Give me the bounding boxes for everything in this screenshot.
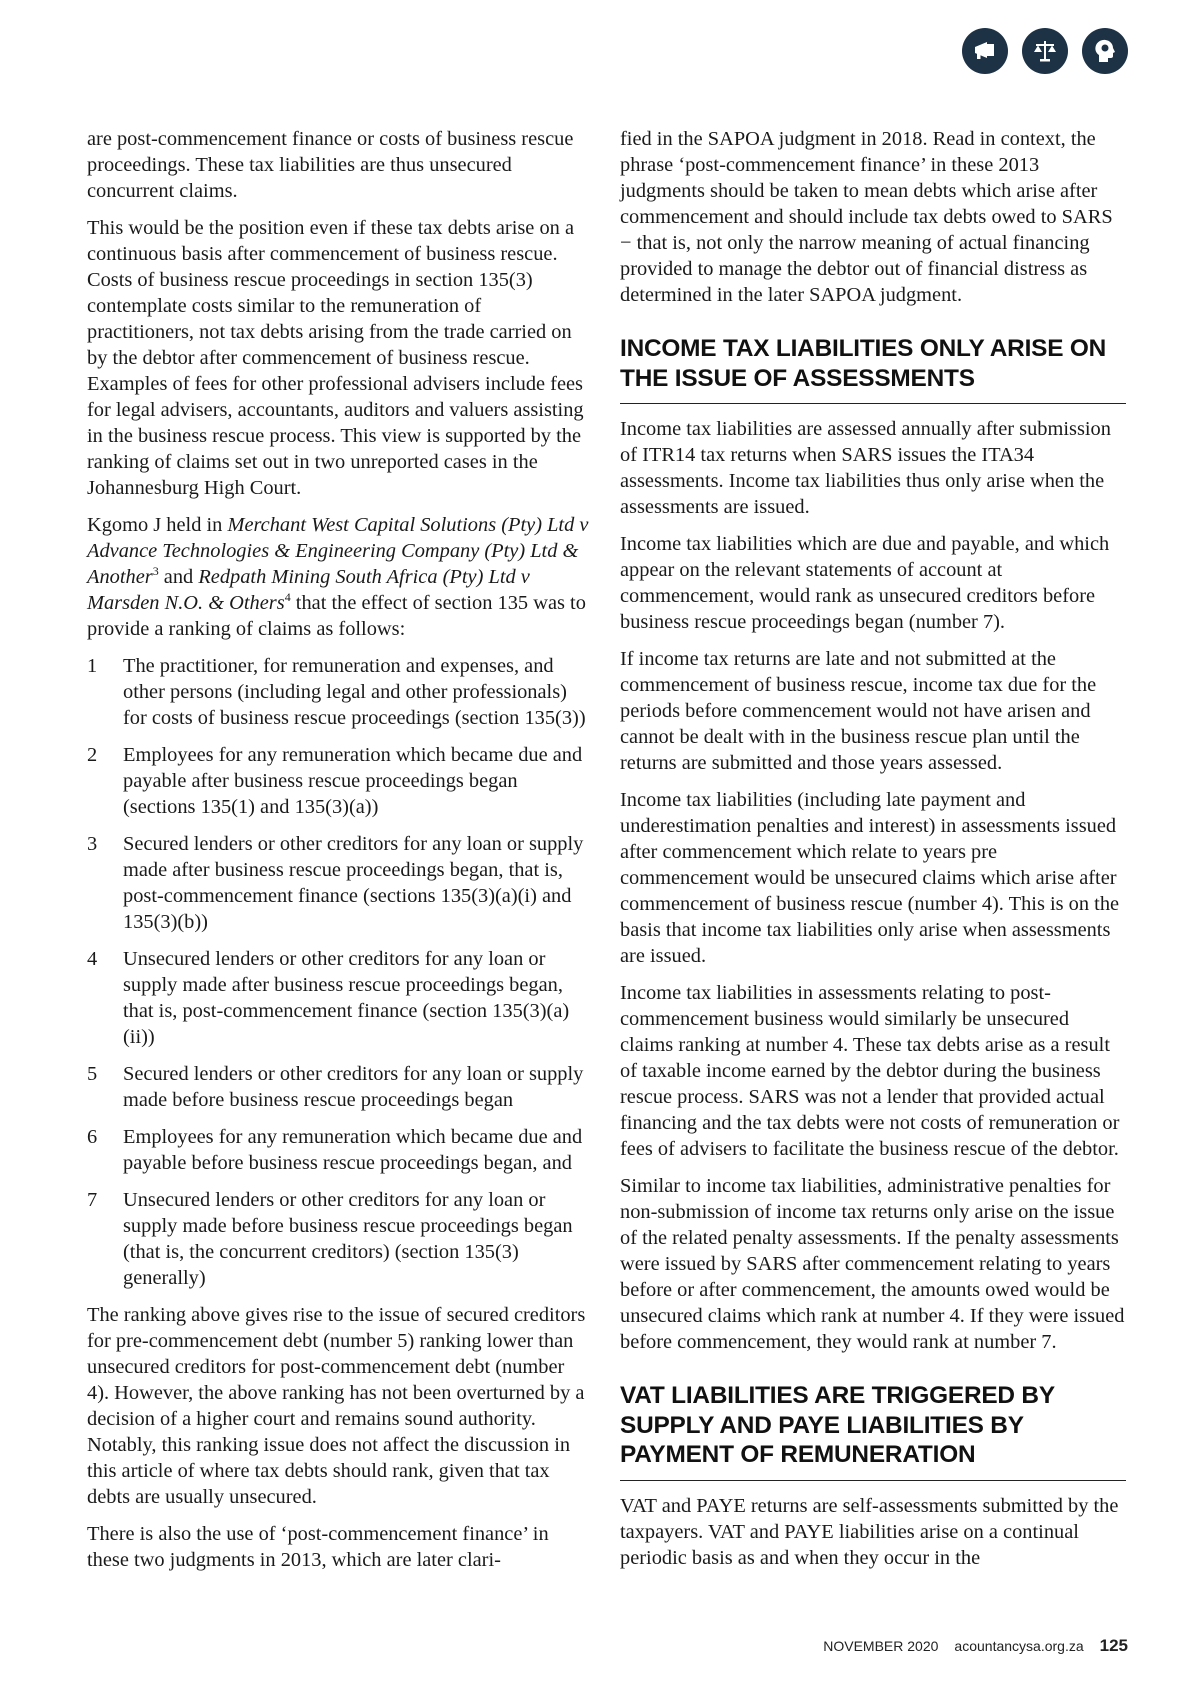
list-text: Unsecured lenders or other creditors for any loan or supply made before business rescue proceedings began (that is, the concurrent creditors) (section 135(3) generally) (123, 1189, 573, 1289)
paragraph: The ranking above gives rise to the issue of secured creditors for pre-commencement debt (number 5) ranking lower than unsecured creditors for post-commencement debt (number 4). However, the above ranking has not been overturned by a decision of a higher court and remains sound authority. Notably, this ranking issue does not affect the discussion in this article of where tax debts should rank, given that tax debts are usually unsecured. (87, 1304, 586, 1508)
list-number: 7 (87, 1189, 98, 1211)
list-number: 4 (87, 948, 98, 970)
list-text: Secured lenders or other creditors for any loan or supply made after business rescue proceedings began, that is, post-commencement finance (sections 135(3)(a)(i) and 135(3)(b)) (123, 833, 584, 933)
right-column (620, 126, 1126, 1582)
list-number: 6 (87, 1126, 98, 1148)
page-number: 125 (1099, 1636, 1128, 1655)
text-run: and (158, 566, 199, 588)
list-text: The practitioner, for remuneration and expenses, and other persons (including legal and other professionals) for costs of business rescue proceedings (section 135(3)) (123, 655, 586, 729)
list-number: 5 (87, 1063, 98, 1085)
case-name: Merchant West Capital Solutions (Pty) Ltd v Advance Technologies & Engineering Company (Pty) Ltd & Another (87, 514, 589, 588)
paragraph: are post-commencement finance or costs of business rescue proceedings. These tax liabilities are thus unsecured concurrent claims. (87, 128, 574, 202)
paragraph: This would be the position even if these tax debts arise on a continuous basis after commencement of business rescue. Costs of business rescue proceedings in section 135(3) contemplate costs similar to the remuneration of practitioners, not tax debts arising from the trade carried on by the debtor after commencement of business rescue. Examples of fees for other professional advisers include fees for legal advisers, accountants, auditors and valuers assisting in the business rescue process. This view is supported by the ranking of claims set out in two unreported cases in the Johannesburg High Court. (87, 217, 584, 499)
list-text: Employees for any remuneration which became due and payable after business rescue proceedings began (sections 135(1) and 135(3)(a)) (123, 744, 583, 818)
paragraph: Similar to income tax liabilities, administrative penalties for non-submission of income tax returns only arise on the issue of the related penalty assessments. If the penalty assessments were issued by SARS after commencement relating to years before or after commencement, the amounts owed would be unsecured claims which rank at number 4. If they were issued before commencement, they would rank at number 7. (620, 1175, 1125, 1353)
list-number: 3 (87, 833, 98, 855)
text-run: Kgomo J held in (87, 514, 228, 536)
paragraph: VAT and PAYE returns are self-assessments submitted by the taxpayers. VAT and PAYE liabilities arise on a continual periodic basis as and when they occur in the (620, 1494, 1119, 1569)
list-text: Secured lenders or other creditors for any loan or supply made before business rescue proceedings began (123, 1063, 584, 1111)
list-item (87, 831, 589, 935)
paragraph-case-citation (87, 512, 589, 642)
scales-icon (1022, 28, 1068, 74)
website-link[interactable]: acountancysa.org.za (954, 1638, 1084, 1654)
list-item (87, 1124, 589, 1176)
case-name: Redpath Mining South Africa (Pty) Ltd v Marsden N.O. & Others (87, 566, 530, 614)
section-heading-income-tax: INCOME TAX LIABILITIES ONLY ARISE ON THE ISSUE OF ASSESSMENTS (620, 334, 1126, 404)
megaphone-icon (962, 28, 1008, 74)
footnote-ref[interactable]: 4 (284, 590, 291, 605)
head-profile-icon (1082, 28, 1128, 74)
ranking-list (87, 653, 589, 1291)
list-item (87, 946, 589, 1050)
issue-date: NOVEMBER 2020 (823, 1638, 939, 1654)
text-run: that the effect of section 135 was to provide a ranking of claims as follows: (87, 592, 586, 640)
list-item (87, 1061, 589, 1113)
paragraph: There is also the use of ‘post-commencement finance’ in these two judgments in 2013, which are later clari- (87, 1523, 549, 1571)
paragraph: Income tax liabilities which are due and payable, and which appear on the relevant statements of account at commencement, would rank as unsecured creditors before business rescue proceedings began (number 7). (620, 533, 1110, 633)
left-column (87, 126, 589, 1584)
list-text: Employees for any remuneration which became due and payable before business rescue proceedings began, and (123, 1126, 583, 1174)
list-item (87, 653, 589, 731)
list-item (87, 742, 589, 820)
paragraph: Income tax liabilities are assessed annually after submission of ITR14 tax returns when SARS issues the ITA34 assessments. Income tax liabilities thus only arise when the assessments are issued. (620, 418, 1111, 518)
paragraph: Income tax liabilities in assessments relating to post-commencement business would similarly be unsecured claims ranking at number 4. These tax debts arise as a result of taxable income earned by the debtor during the business rescue process. SARS was not a lender that provided actual financing and the tax debts were not costs of remuneration or fees of advisers to facilitate the business rescue of the debtor. (620, 982, 1120, 1160)
list-item (87, 1187, 589, 1291)
list-number: 1 (87, 655, 98, 677)
paragraph: Income tax liabilities (including late payment and underestimation penalties and interest) in assessments issued after commencement which relate to years pre commencement would be unsecured claims which arise after commencement of business rescue (number 4). This is on the basis that income tax liabilities only arise when assessments are issued. (620, 789, 1120, 967)
page-footer (823, 1636, 1128, 1656)
footnote-ref[interactable]: 3 (152, 564, 159, 579)
paragraph: If income tax returns are late and not submitted at the commencement of business rescue, income tax due for the periods before commencement would not have arisen and cannot be dealt with in the business rescue plan until the returns are submitted and those years assessed. (620, 648, 1097, 774)
paragraph: fied in the SAPOA judgment in 2018. Read in context, the phrase ‘post-commencement finance’ in these 2013 judgments should be taken to mean debts which arise after commencement and should include tax debts owed to SARS − that is, not only the narrow meaning of actual financing provided to manage the debtor out of financial distress as determined in the later SAPOA judgment. (620, 128, 1113, 306)
list-text: Unsecured lenders or other creditors for any loan or supply made after business rescue proceedings began, that is, post-commencement finance (section 135(3)(a)(ii)) (123, 948, 570, 1048)
section-heading-vat-paye: VAT LIABILITIES ARE TRIGGERED BY SUPPLY AND PAYE LIABILITIES BY PAYMENT OF REMUNERATION (620, 1381, 1126, 1481)
list-number: 2 (87, 744, 98, 766)
header-icons (962, 28, 1128, 74)
